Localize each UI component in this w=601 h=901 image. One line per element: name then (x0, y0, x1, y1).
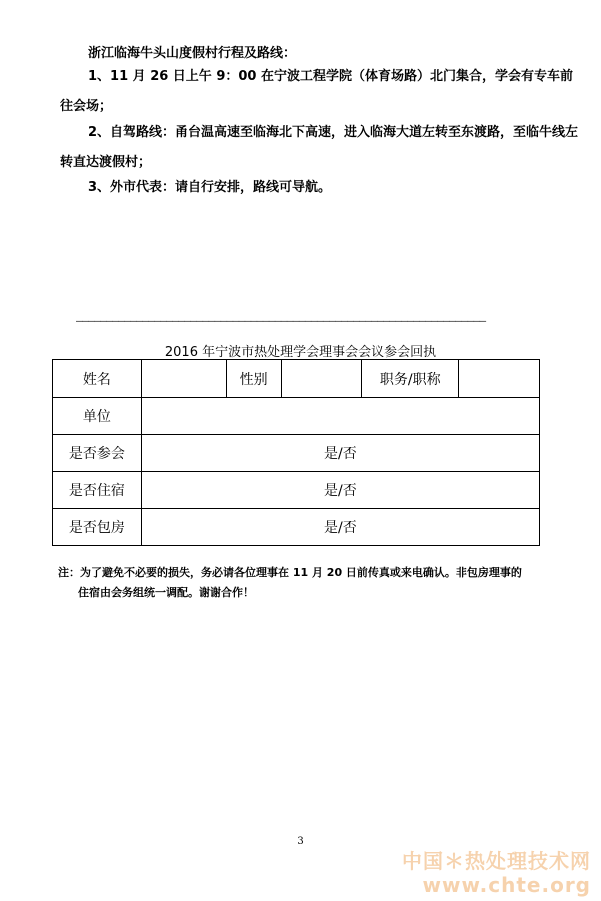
itinerary-item-2: 2、自驾路线：甬台温高速至临海北下高速，进入临海大道左转至东渡路，至临牛线左转直达渡假村； (60, 125, 579, 170)
table-row (53, 398, 540, 435)
page-number: 3 (297, 836, 304, 847)
private-room-choice[interactable]: 是/否 (141, 509, 539, 546)
itinerary-item-3: 3、外市代表：请自行安排，路线可导航。 (88, 180, 332, 195)
table-row (53, 360, 540, 398)
attend-choice[interactable]: 是/否 (141, 435, 539, 472)
attend-label: 是否参会 (53, 435, 142, 472)
unit-field[interactable] (141, 398, 539, 435)
confirmation-note (58, 563, 578, 603)
gender-label: 性别 (226, 360, 281, 398)
attendance-receipt-table (52, 359, 540, 546)
gender-field[interactable] (281, 360, 362, 398)
table-row (53, 509, 540, 546)
lodging-choice[interactable]: 是/否 (141, 472, 539, 509)
table-row (53, 472, 540, 509)
unit-label: 单位 (53, 398, 142, 435)
cut-line-divider: ———————————————————————————————————————————————————————————————————— (76, 314, 486, 327)
private-room-label: 是否包房 (53, 509, 142, 546)
itinerary-heading: 浙江临海牛头山度假村行程及路线： (88, 46, 297, 61)
note-line-2: 住宿由会务组统一调配。谢谢合作！ (78, 586, 254, 599)
receipt-table-title: 2016 年宁波市热处理学会理事会会议参会回执 (164, 345, 437, 360)
itinerary-item-1: 1、11 月 26 日上午 9：00 在宁波工程学院（体育场路）北门集合，学会有专车前往会场； (60, 69, 573, 114)
site-watermark (391, 849, 591, 897)
position-field[interactable] (459, 360, 540, 398)
watermark-line-1: 中国＊热处理技术网 (402, 849, 591, 873)
lodging-label: 是否住宿 (53, 472, 142, 509)
note-line-1: 注：为了避免不必要的损失，务必请各位理事在 11 月 20 日前传真或来电确认。非包房理事的 (58, 566, 522, 579)
name-field[interactable] (141, 360, 226, 398)
name-label: 姓名 (53, 360, 142, 398)
position-label: 职务/职称 (362, 360, 459, 398)
table-row (53, 435, 540, 472)
watermark-line-2: www.chte.org (422, 873, 591, 897)
